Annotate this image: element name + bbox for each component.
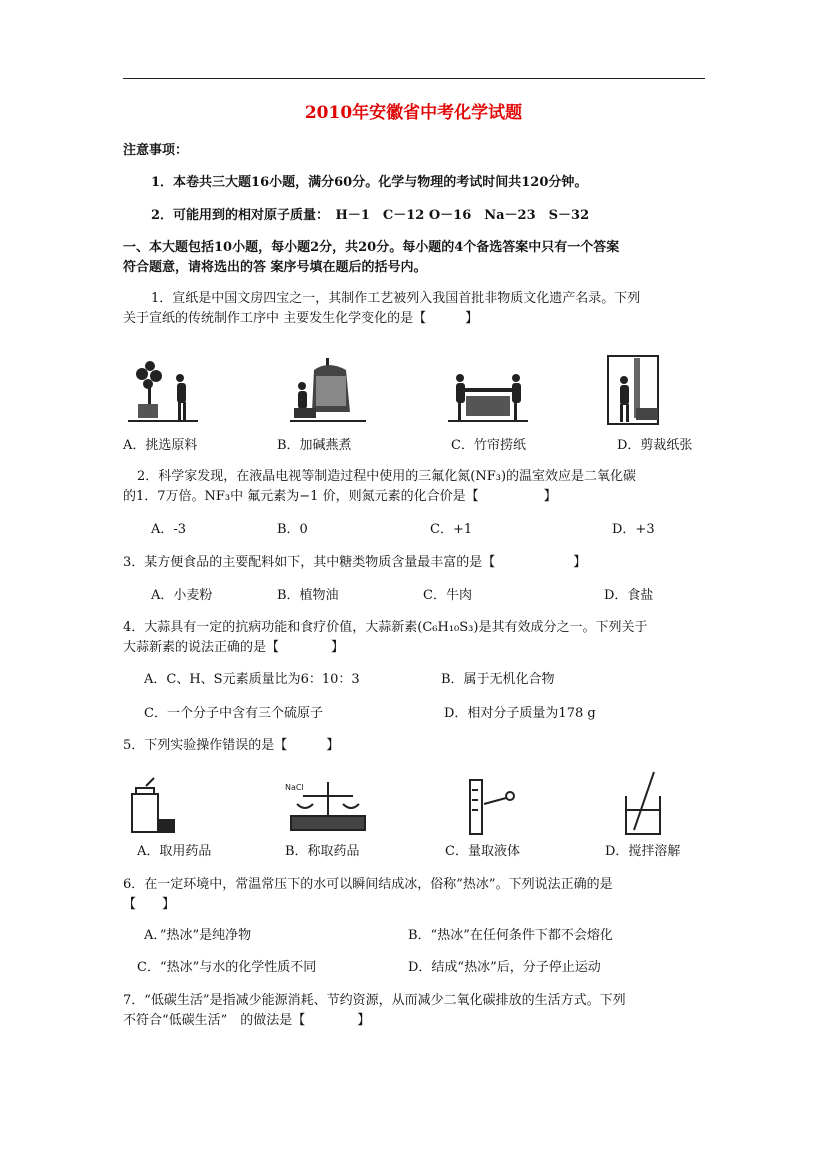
q5-option-b: B．称取药品 — [285, 844, 360, 859]
q7-stem-line2: 不符合“低碳生活” 的做法是【 】 — [123, 1013, 371, 1028]
q5-option-a: A．取用药品 — [137, 844, 212, 859]
q1-option-d: D．剪裁纸张 — [617, 438, 693, 453]
q5-picture-c — [464, 776, 524, 838]
q6-stem-line1: 6．在一定环境中，常温常压下的水可以瞬间结成冰，俗称”热冰”。下列说法正确的是 — [123, 877, 613, 892]
nacl-label: NaCl — [285, 783, 304, 792]
q1-option-a: A．挑选原料 — [123, 438, 198, 453]
q5-picture-b — [283, 776, 373, 838]
notice-heading: 注意事项： — [123, 143, 189, 158]
q7-stem-line1: 7．“低碳生活”是指减少能源消耗、节约资源，从而减少二氧化碳排放的生活方式。下列 — [123, 993, 626, 1008]
q2-option-c: C．+1 — [430, 522, 473, 537]
q4-option-c: C．一个分子中含有三个硫原子 — [144, 706, 323, 721]
q5-stem: 5．下列实验操作错误的是【 】 — [123, 738, 340, 753]
q3-option-a: A．小麦粉 — [151, 588, 213, 603]
q1-option-b: B．加碱燕煮 — [277, 438, 352, 453]
q5-picture-d — [620, 770, 670, 838]
section1-line2: 符合题意，请将选出的答 案序号填在题后的括号内。 — [123, 260, 427, 275]
notice-item-2: 2．可能用到的相对原子质量： H－1 C－12 O－16 Na－23 S－32 — [151, 208, 590, 223]
q1-picture-b — [290, 356, 370, 428]
section1-line1: 一、本大题包括10小题，每小题2分，共20分。每小题的4个备选答案中只有一个答案 — [123, 240, 620, 255]
header-rule — [123, 78, 705, 79]
q2-option-d: D．+3 — [612, 522, 655, 537]
q6-option-d: D．结成“热冰”后，分子停止运动 — [408, 960, 601, 975]
q5-option-d: D．搅拌溶解 — [605, 844, 681, 859]
page-title: 2010年安徽省中考化学试题 — [304, 103, 523, 123]
q4-stem-line2: 大蒜新素的说法正确的是【 】 — [123, 640, 345, 655]
q2-option-a: A．-3 — [151, 522, 187, 537]
q1-stem-line1: 1．宣纸是中国文房四宝之一，其制作工艺被列入我国首批非物质文化遗产名录。下列 — [151, 291, 641, 306]
q6-option-b: B．“热冰”在任何条件下都不会熔化 — [408, 928, 613, 943]
q2-stem-line1: 2．科学家发现，在液晶电视等制造过程中使用的三氟化氮(NF₃)的温室效应是二氧化碳 — [137, 469, 637, 484]
q4-option-a: A．C、H、S元素质量比为6：10：3 — [144, 672, 360, 687]
q6-option-c: C．“热冰”与水的化学性质不同 — [137, 960, 317, 975]
q3-option-d: D．食盐 — [604, 588, 654, 603]
q4-option-d: D．相对分子质量为178 g — [444, 706, 596, 721]
q5-picture-a — [126, 776, 186, 836]
q3-option-b: B．植物油 — [277, 588, 339, 603]
q1-option-c: C．竹帘捞纸 — [451, 438, 526, 453]
q6-stem-line2: 【 】 — [123, 897, 176, 912]
q5-option-c: C．量取液体 — [445, 844, 520, 859]
q6-option-a: A．”热冰”是纯净物 — [144, 928, 252, 943]
q3-stem: 3．某方便食品的主要配料如下，其中糖类物质含量最丰富的是【 】 — [123, 555, 587, 570]
q3-option-c: C．牛肉 — [423, 588, 472, 603]
q1-picture-c — [448, 356, 528, 428]
q2-option-b: B．0 — [277, 522, 308, 537]
q1-stem-line2: 关于宣纸的传统制作工序中 主要发生化学变化的是【 】 — [123, 311, 479, 326]
q4-stem-line1: 4．大蒜具有一定的抗病功能和食疗价值，大蒜新素(C₆H₁₀S₃)是其有效成分之一。下列关于 — [123, 620, 648, 635]
q2-stem-line2: 的1．7万倍。NF₃中 氟元素为−1 价，则氮元素的化合价是【 】 — [123, 489, 557, 504]
q4-option-b: B．属于无机化合物 — [441, 672, 555, 687]
q1-picture-a — [128, 356, 208, 428]
q1-picture-d — [606, 352, 666, 432]
notice-item-1: 1．本卷共三大题16小题，满分60分。化学与物理的考试时间共120分钟。 — [151, 175, 588, 190]
